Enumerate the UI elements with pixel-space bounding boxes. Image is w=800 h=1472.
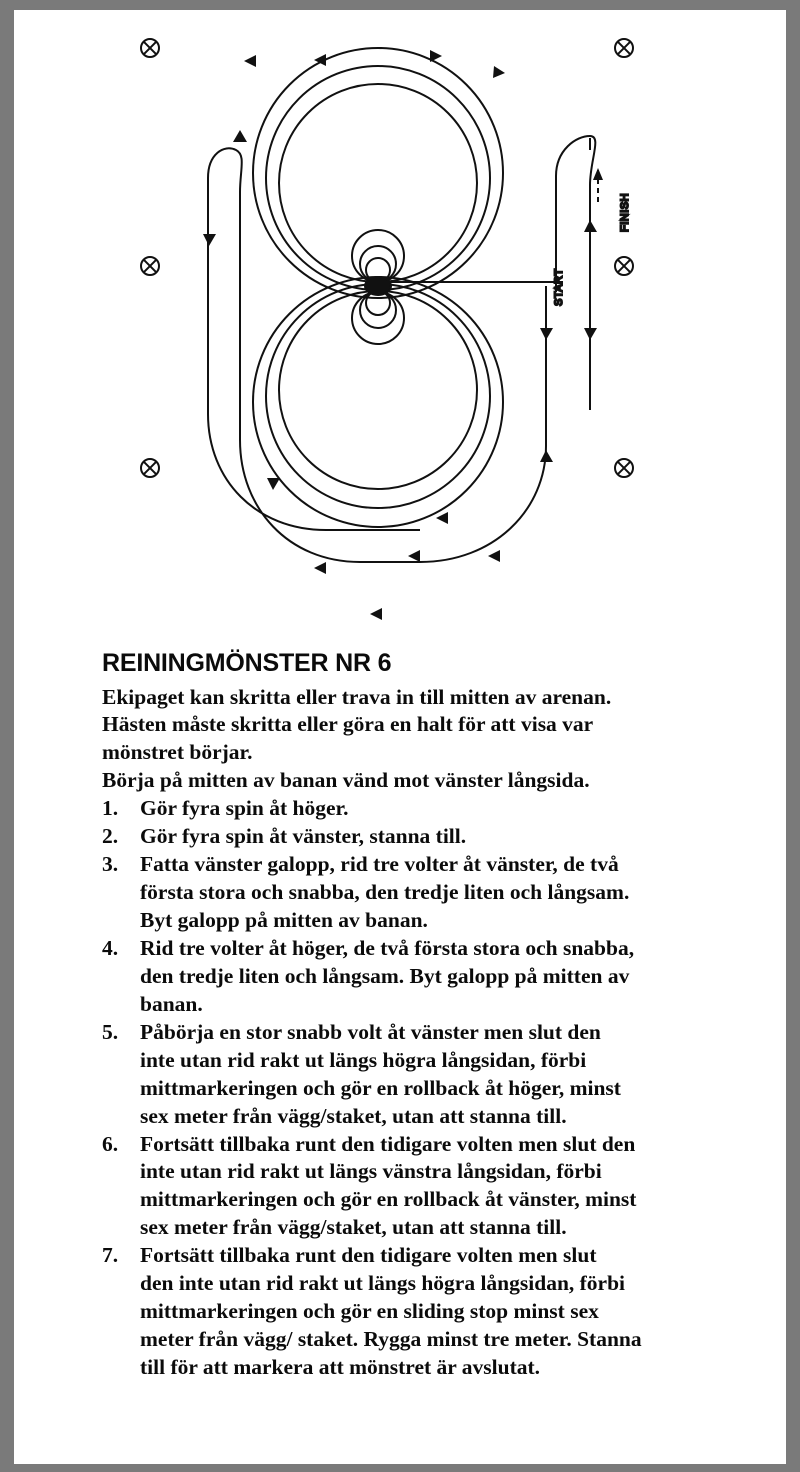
reining-pattern-diagram (14, 10, 786, 650)
intro-line: Ekipaget kan skritta eller trava in till mitten av arenan. (102, 684, 612, 709)
step-number: 2. (102, 824, 119, 849)
arena-marker (141, 257, 159, 275)
center-marker (365, 277, 391, 295)
step-number: 1. (102, 796, 119, 821)
lower-large-circle-middle (266, 284, 490, 508)
step-number: 7. (102, 1243, 119, 1268)
steps-list (102, 795, 750, 1382)
step-number: 5. (102, 1019, 119, 1044)
step-line: sex meter från vägg/staket, utan att stanna till. (140, 1103, 567, 1128)
step-number: 6. (102, 1131, 119, 1156)
upper-large-circle-middle (266, 66, 490, 290)
arena-marker (615, 257, 633, 275)
step-number: 3. (102, 852, 119, 877)
step-line: Gör fyra spin åt vänster, stanna till. (140, 824, 467, 849)
arena-marker (615, 459, 633, 477)
list-item (102, 935, 750, 1019)
intro-line: Hästen måste skritta eller göra en halt för att visa var (102, 712, 594, 737)
step-line: första stora och snabba, den tredje liten och långsam. (140, 880, 630, 905)
start-label: START (553, 268, 565, 306)
lower-large-circle-inner (279, 291, 477, 489)
step-line: inte utan rid rakt ut längs vänstra långsidan, förbi (140, 1159, 602, 1184)
step-line: meter från vägg/ staket. Rygga minst tre meter. Stanna (140, 1327, 642, 1352)
arena-marker (141, 459, 159, 477)
step-line: Påbörja en stor snabb volt åt vänster men slut den (140, 1019, 601, 1044)
step-line: sex meter från vägg/staket, utan att stanna till. (140, 1215, 567, 1240)
pattern-description (14, 650, 786, 1382)
list-item (102, 823, 750, 851)
step-number: 4. (102, 935, 119, 960)
step-line: mittmarkeringen och gör en rollback åt höger, minst (140, 1075, 621, 1100)
list-item (102, 1242, 750, 1382)
step-line: mittmarkeringen och gör en rollback åt vänster, minst (140, 1187, 637, 1212)
arena-marker (141, 39, 159, 57)
intro-line: mönstret börjar. (102, 740, 253, 765)
step-line: den inte utan rid rakt ut längs högra långsidan, förbi (140, 1271, 626, 1296)
arena-marker (615, 39, 633, 57)
step-line: banan. (140, 991, 203, 1016)
finish-label: FINISH (619, 192, 631, 232)
direction-arrows (203, 50, 597, 620)
list-item (102, 1131, 750, 1243)
pattern-svg (90, 10, 710, 640)
lower-small-circle-1 (352, 292, 404, 344)
finish-marker (593, 168, 603, 202)
step-line: Byt galopp på mitten av banan. (140, 908, 428, 932)
list-item (102, 851, 750, 935)
step-line: till för att markera att mönstret är avslutat. (140, 1355, 541, 1379)
upper-large-circle-outer (253, 48, 503, 298)
page-title: REININGMÖNSTER NR 6 (102, 649, 392, 677)
upper-large-circle-inner (279, 84, 477, 282)
step-line: Rid tre volter åt höger, de två första stora och snabba, (140, 935, 635, 960)
step-line: Fatta vänster galopp, rid tre volter åt vänster, de två (140, 852, 619, 877)
step-line: inte utan rid rakt ut längs högra långsidan, förbi (140, 1047, 587, 1072)
document-sheet (14, 10, 786, 1464)
step-line: Fortsätt tillbaka runt den tidigare volten men slut (140, 1243, 597, 1268)
left-long-side-run (208, 148, 326, 530)
step-line: den tredje liten och långsam. Byt galopp på mitten av (140, 963, 630, 988)
step-line: mittmarkeringen och gör en sliding stop minst sex (140, 1299, 599, 1324)
step-line: Gör fyra spin åt höger. (140, 796, 349, 821)
intro-line: Börja på mitten av banan vänd mot vänster långsida. (102, 768, 590, 793)
upper-small-circle-1 (352, 230, 404, 282)
step-line: Fortsätt tillbaka runt den tidigare volten men slut den (140, 1131, 636, 1156)
list-item (102, 1019, 750, 1131)
list-item (102, 795, 750, 823)
